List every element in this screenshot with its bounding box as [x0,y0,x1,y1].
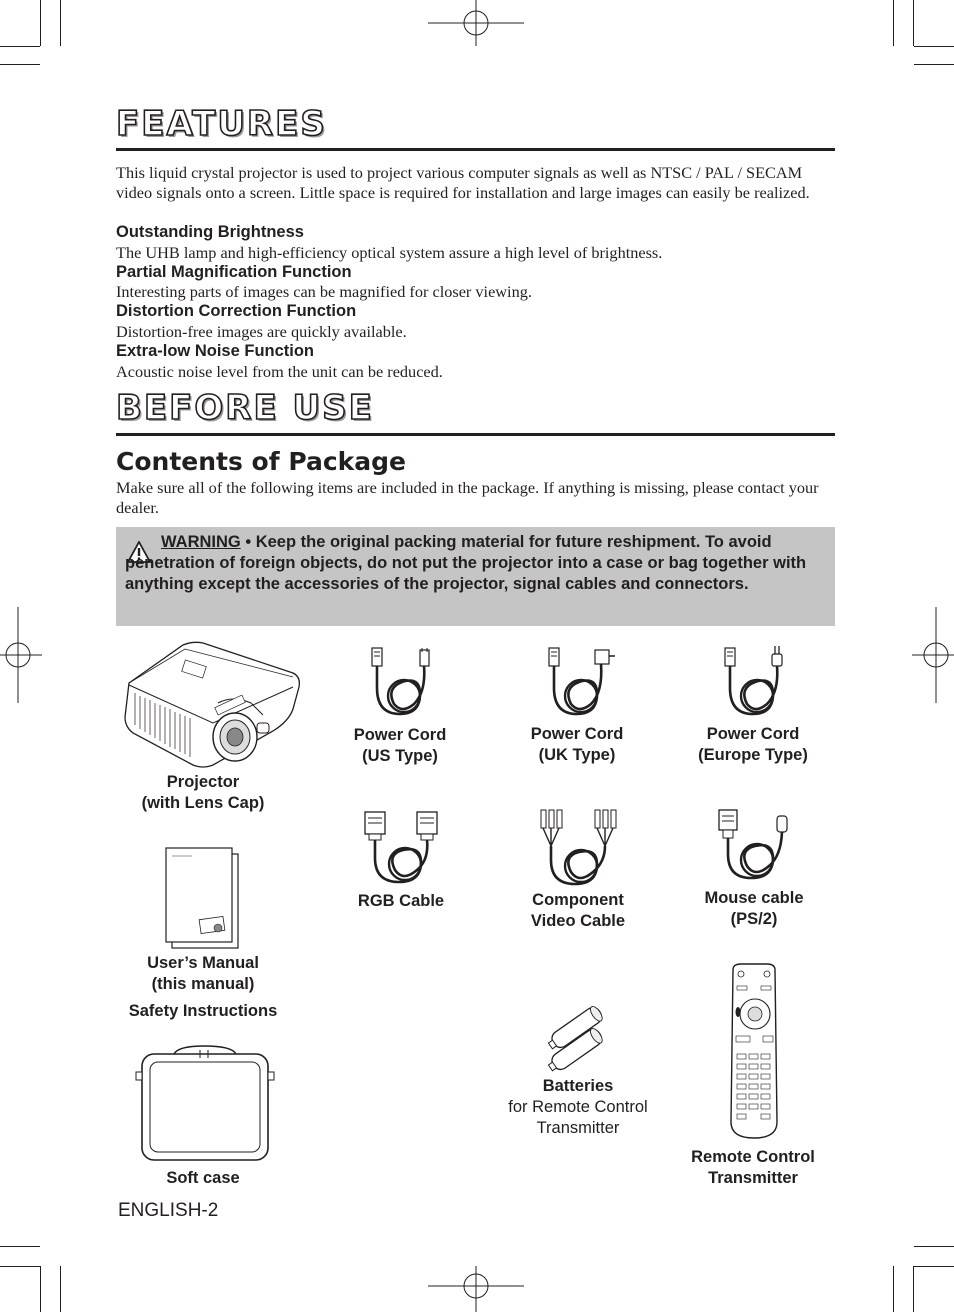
power-cord-us-caption: Power Cord (US Type) [353,726,447,765]
feature-heading: Outstanding Brightness [116,223,304,241]
power-cord-us-illustration [364,648,440,720]
crop-mark [893,0,894,46]
contents-text: Make sure all of the following items are included in the package. If anything is missing, please contact your dealer. [116,478,819,517]
crop-mark [0,64,40,65]
crop-mark [40,0,41,46]
crop-mark [60,0,61,46]
projector-caption: Projector (with Lens Cap) [141,773,265,812]
projector-illustration [123,641,303,771]
batteries-caption: Batteries for Remote Control Transmitter [508,1077,648,1137]
crop-mark [0,46,40,47]
registration-mark [912,607,954,703]
feature-heading: Extra-low Noise Function [116,342,315,360]
remote-control-caption: Remote Control Transmitter [691,1148,815,1187]
crop-mark [40,1266,41,1312]
soft-case-illustration [134,1044,276,1164]
features-title: FEATURES [116,104,327,144]
remote-control-illustration [727,962,781,1142]
crop-mark [914,64,954,65]
mouse-cable-illustration [717,808,795,882]
warning-box [116,527,835,626]
batteries-illustration [540,1000,616,1070]
page-number: ENGLISH-2 [118,1200,219,1221]
power-cord-uk-caption: Power Cord (UK Type) [530,725,624,764]
feature-text: The UHB lamp and high-efficiency optical system assure a high level of brightness. [116,243,663,262]
power-cord-europe-caption: Power Cord (Europe Type) [698,725,808,764]
component-cable-illustration [537,808,621,886]
crop-mark [913,1266,914,1312]
warning-label: WARNING [161,533,241,551]
crop-mark [914,1246,954,1247]
before-use-title: BEFORE USE [116,388,374,428]
warning-body: • Keep the original packing material for future reshipment. To avoid penetration of foreign objects, do not put the projector into a case or bag together with anything except the accessories of the projector, signal cables and connectors. [125,533,807,593]
registration-mark [428,1266,524,1312]
power-cord-europe-illustration [717,646,793,718]
crop-mark [0,1266,40,1267]
feature-text: Interesting parts of images can be magnified for closer viewing. [116,282,532,301]
feature-heading: Partial Magnification Function [116,263,352,281]
crop-mark [0,1246,40,1247]
power-cord-uk-illustration [541,646,617,718]
rgb-cable-caption: RGB Cable [357,892,445,910]
features-intro: This liquid crystal projector is used to project various computer signals as well as NTSC / PAL / SECAM video signals onto a screen. Little space is required for installation and large images can easily be realized. [116,163,810,202]
crop-mark [914,1266,954,1267]
registration-mark [0,607,42,703]
crop-mark [913,0,914,46]
feature-text: Acoustic noise level from the unit can be reduced. [116,362,443,381]
crop-mark [60,1266,61,1312]
soft-case-caption: Soft case [166,1169,240,1187]
features-rule [116,148,835,151]
feature-text: Distortion-free images are quickly available. [116,322,407,341]
registration-mark [428,0,524,46]
crop-mark [914,46,954,47]
mouse-cable-caption: Mouse cable (PS/2) [704,889,804,928]
contents-title: Contents of Package [116,447,407,476]
user-manual-caption: User’s Manual (this manual) Safety Instructions [128,954,278,1020]
warning-text [125,532,825,595]
before-use-rule [116,433,835,436]
user-manual-illustration [164,846,244,952]
rgb-cable-illustration [363,810,443,884]
component-cable-caption: Component Video Cable [530,891,626,930]
crop-mark [893,1266,894,1312]
feature-heading: Distortion Correction Function [116,302,357,320]
